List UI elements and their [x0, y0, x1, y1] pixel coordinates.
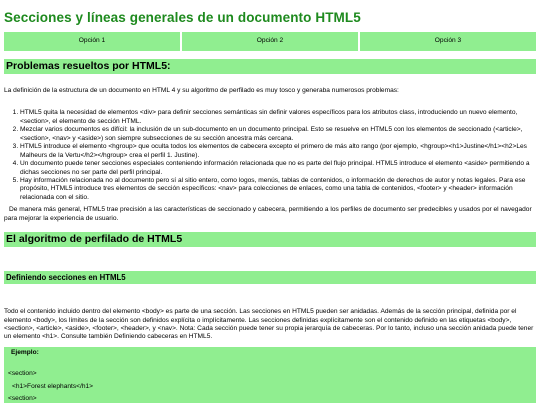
problems-closing: De manera más general, HTML5 trae precisión a las características de seccionado y cabecera, permitiendo a los perfiles de documento ser predecibles y usados por el navegador para mejorar la experiencia de usuario. — [4, 206, 532, 222]
main-menu — [4, 32, 536, 51]
problems-list — [4, 109, 536, 202]
list-item: 5. Hay información relacionada no al documento pero sí al sitio entero, como logos, menús, tablas de contenidos, o información de derechos de autor y notas legales. Para ese propósito, HTML5 introduce tres elementos de sección específicos: <nav> para colecciones de enlaces, como una tabla de contenidos, <footer> y <header> información relacionada con el sitio. — [20, 177, 536, 202]
example-title: Ejemplo: — [11, 348, 39, 356]
problems-intro: La definición de la estructura de un documento en HTML 4 y su algoritmo de perfilado es muy tosco y generaba numerosos problemas: — [4, 87, 399, 94]
section-heading-algorithm: El algoritmo de perfilado de HTML5 — [6, 232, 183, 245]
menu-option-3[interactable]: Opción 3 — [360, 32, 536, 51]
list-item: 2. Mezclar varios documentos es difícil: la inclusión de un sub-documento en un documento principal. Esto se resuelve en HTML5 con los elementos de seccionado (<article>, <section>, <nav> y <aside>) son siempre subsecciones de su sección ancestra más cercana. — [20, 126, 536, 143]
example-code-line: <h1>Forest elephants</h1> — [12, 382, 94, 390]
section-heading-bar-algorithm — [4, 232, 536, 247]
menu-option-2[interactable]: Opción 2 — [182, 32, 358, 51]
list-item: 4. Un documento puede tener secciones especiales conteniendo información relacionada que no es parte del flujo principal. HTML5 introduce el elemento <aside> permitiendo a dichas secciones no ser parte del perfil principal. — [20, 160, 536, 177]
list-item: 1. HTML5 quita la necesidad de elementos <div> para definir secciones semánticas sin definir valores específicos para los atributos class, introduciendo un nuevo elemento, <section>, el elemento de sección HTML. — [20, 109, 536, 126]
section-heading-bar-problems — [4, 59, 536, 74]
subheading-bar-defining-sections — [4, 271, 536, 284]
menu-option-1[interactable]: Opción 1 — [4, 32, 180, 51]
page-title: Secciones y líneas generales de un documento HTML5 — [4, 10, 361, 25]
example-box — [4, 347, 536, 403]
list-item: 3. HTML5 introduce el elemento <hgroup> que oculta todos los elementos de cabecera excepto el primero de más alto rango (por ejemplo, <hgroup><h1>Justine</h1><h2>Les Malheurs de la Vertu</h2></hgroup> crea el perfil 1. Justine). — [20, 143, 536, 160]
subheading-defining-sections: Definiendo secciones en HTML5 — [6, 272, 126, 282]
example-code-line: <section> — [8, 370, 37, 378]
defining-sections-paragraph: Todo el contenido incluido dentro del elemento <body> es parte de una sección. Las secciones en HTML5 pueden ser anidadas. Además de la sección principal, definida por el elemento <body>, los límites de la sección son definidos explícita o implícitamente. Las secciones definidas explícitamente son el contenido definido en las etiquetas <body>, <section>, <article>, <aside>, <footer>, <header>, y <nav>. Nota: Cada sección puede tener su propia jerarquía de cabeceras. Por lo tanto, incluso una sección anidada puede tener un elemento <h1>. Consulte también Definiendo cabeceras en HTML5. — [4, 308, 534, 341]
section-heading-problems: Problemas resueltos por HTML5: — [6, 59, 171, 72]
example-code-line: <section> — [8, 395, 37, 403]
